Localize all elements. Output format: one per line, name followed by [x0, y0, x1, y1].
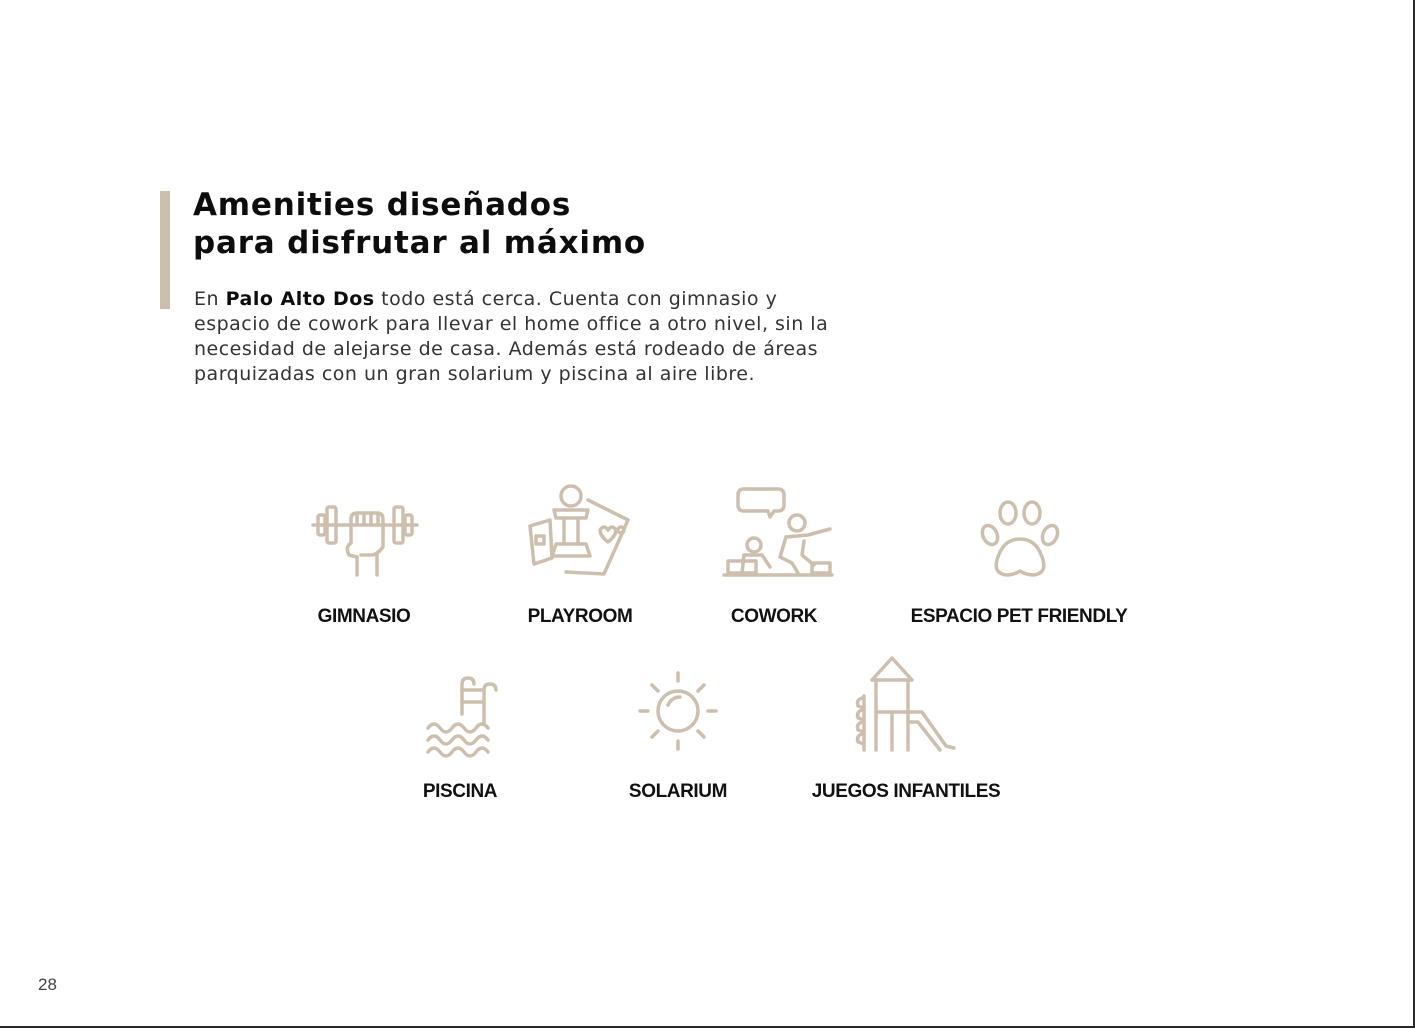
page-number: 28: [38, 975, 57, 994]
cowork-icon: [718, 485, 838, 585]
intro-prefix: En: [194, 288, 226, 310]
page-title: [193, 186, 646, 262]
pool-ladder-icon: [400, 668, 520, 768]
amenity-label-juegos-infantiles: JUEGOS INFANTILES: [811, 781, 1001, 802]
amenity-label-cowork: COWORK: [730, 606, 818, 627]
amenity-label-piscina: PISCINA: [422, 781, 498, 802]
amenity-label-playroom: PLAYROOM: [527, 606, 633, 627]
intro-paragraph: [194, 287, 854, 387]
title-line-1: Amenities diseñados: [193, 187, 572, 223]
title-accent-bar: [160, 191, 170, 309]
sun-icon: [618, 665, 738, 765]
intro-text: todo está cerca. Cuenta con gimnasio y espacio de cowork para llevar el home office a otro nivel, sin la necesidad de alejarse de casa. Además está rodeado de áreas parquizadas con un gran solarium y piscina al aire libre.: [194, 288, 829, 385]
project-name: Palo Alto Dos: [225, 288, 375, 310]
dumbbell-icon: [305, 485, 425, 585]
amenity-label-pet-friendly: ESPACIO PET FRIENDLY: [910, 606, 1128, 627]
playground-icon: [842, 652, 962, 752]
amenity-label-solarium: SOLARIUM: [628, 781, 728, 802]
amenity-label-gimnasio: GIMNASIO: [317, 606, 411, 627]
paw-icon: [960, 495, 1080, 595]
title-line-2: para disfrutar al máximo: [193, 225, 647, 261]
playroom-icon: [520, 482, 640, 582]
